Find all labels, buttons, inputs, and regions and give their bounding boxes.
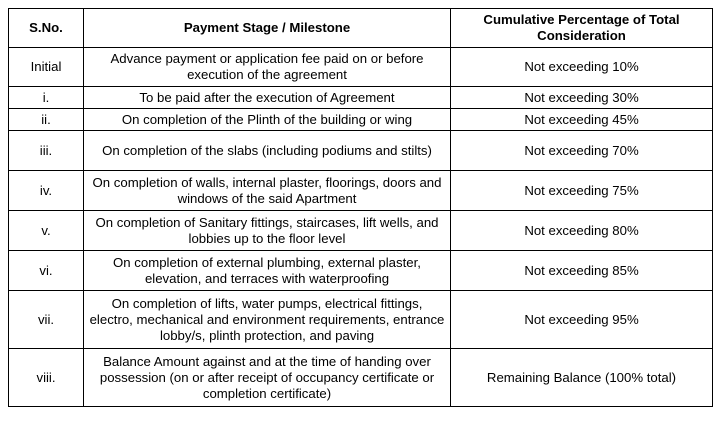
table-row	[9, 291, 713, 349]
table-row	[9, 48, 713, 87]
payment-schedule-table	[8, 8, 713, 407]
cell-sno: viii.	[9, 349, 84, 407]
header-payment-stage: Payment Stage / Milestone	[84, 9, 451, 48]
cell-stage: To be paid after the execution of Agreement	[84, 87, 451, 109]
cell-stage: On completion of lifts, water pumps, electrical fittings, electro, mechanical and environment requirements, entrance lobby/s, plinth protection, and paving	[84, 291, 451, 349]
table-row	[9, 251, 713, 291]
cell-stage: Advance payment or application fee paid on or before execution of the agreement	[84, 48, 451, 87]
cell-percentage: Not exceeding 45%	[451, 109, 713, 131]
cell-percentage: Not exceeding 85%	[451, 251, 713, 291]
cell-percentage: Not exceeding 80%	[451, 211, 713, 251]
cell-sno: v.	[9, 211, 84, 251]
table-row	[9, 87, 713, 109]
table-row	[9, 211, 713, 251]
cell-sno: i.	[9, 87, 84, 109]
header-sno: S.No.	[9, 9, 84, 48]
cell-sno: Initial	[9, 48, 84, 87]
table-row	[9, 349, 713, 407]
cell-stage: On completion of the slabs (including podiums and stilts)	[84, 131, 451, 171]
cell-sno: vii.	[9, 291, 84, 349]
cell-sno: iv.	[9, 171, 84, 211]
cell-sno: vi.	[9, 251, 84, 291]
cell-sno: iii.	[9, 131, 84, 171]
table-row	[9, 109, 713, 131]
cell-sno: ii.	[9, 109, 84, 131]
cell-percentage: Not exceeding 75%	[451, 171, 713, 211]
table-row	[9, 171, 713, 211]
cell-percentage: Remaining Balance (100% total)	[451, 349, 713, 407]
cell-stage: On completion of walls, internal plaster, floorings, doors and windows of the said Apartment	[84, 171, 451, 211]
cell-stage: On completion of the Plinth of the building or wing	[84, 109, 451, 131]
cell-stage: On completion of Sanitary fittings, staircases, lift wells, and lobbies up to the floor level	[84, 211, 451, 251]
header-row	[9, 9, 713, 48]
cell-percentage: Not exceeding 95%	[451, 291, 713, 349]
cell-stage: On completion of external plumbing, external plaster, elevation, and terraces with waterproofing	[84, 251, 451, 291]
header-cumulative-percentage: Cumulative Percentage of Total Consideration	[451, 9, 713, 48]
cell-percentage: Not exceeding 10%	[451, 48, 713, 87]
cell-stage: Balance Amount against and at the time of handing over possession (on or after receipt of occupancy certificate or completion certificate)	[84, 349, 451, 407]
cell-percentage: Not exceeding 30%	[451, 87, 713, 109]
table-row	[9, 131, 713, 171]
cell-percentage: Not exceeding 70%	[451, 131, 713, 171]
